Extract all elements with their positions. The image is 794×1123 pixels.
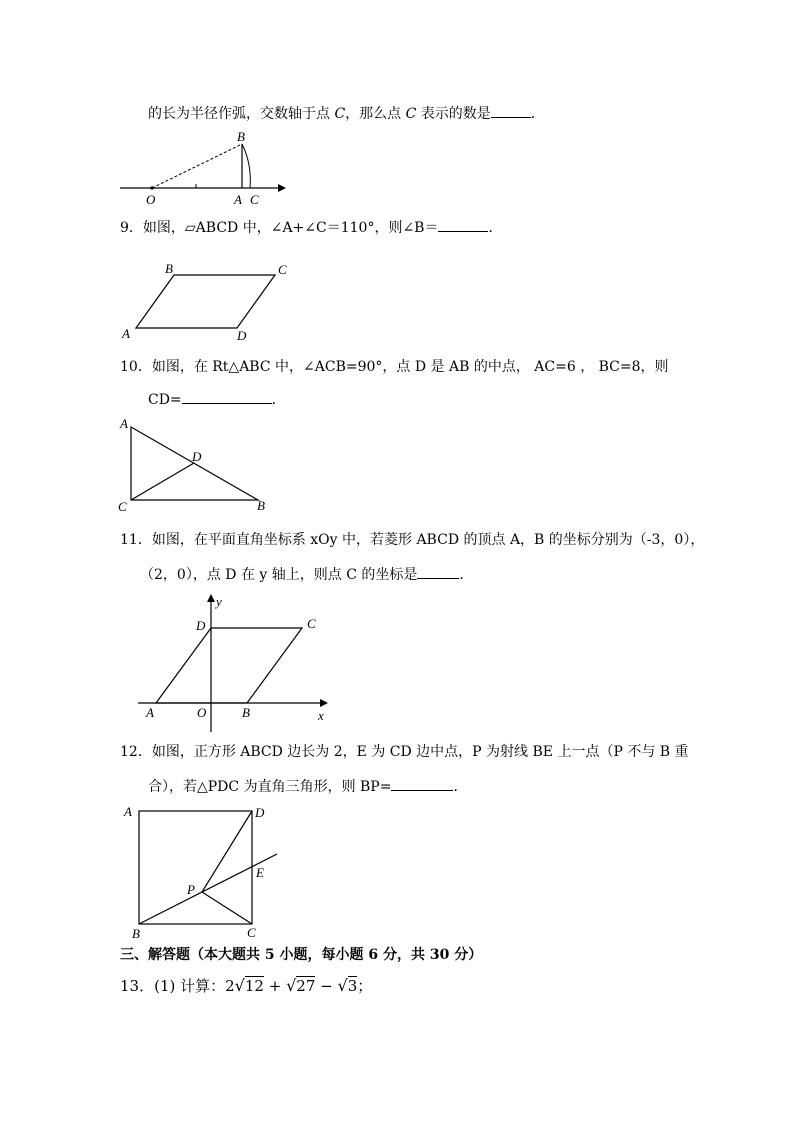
q13-radicand-2: 27 [296,977,316,995]
label-b: B [257,498,265,513]
arc [242,144,250,188]
q13-plus: + [268,977,282,995]
segment-cd [131,463,194,500]
q12-line1 [120,742,689,762]
q11-line2 [140,564,473,585]
q13-line [120,976,372,996]
q8-point-c-2: C [405,106,417,122]
label-p: P [187,882,195,897]
dashed-segment-ob [152,144,242,188]
label-d: D [237,328,247,343]
y-axis-arrow-icon [207,594,215,602]
q8-end: ． [530,106,545,122]
q9-answer-blank[interactable] [438,217,488,232]
section-title: 三、解答题（本大题共 5 小题，每小题 6 分，共 30 分） [120,947,483,963]
label-d: D [255,805,265,820]
q8-answer-blank[interactable] [491,103,531,118]
q8-figure [110,128,300,208]
label-d: D [196,618,206,633]
q12-question: 12．如图，正方形 ABCD 边长为 2，E 为 CD 边中点，P 为射线 BE 上一点（P 不与 B 重 [120,744,689,760]
q10-line2 [148,389,286,410]
label-c: C [250,192,259,207]
q10-question: 10．如图，在 Rt△ABC 中，∠ACB=90°，点 D 是 AB 的中点， AC=6 ， BC=8，则 [120,359,669,375]
q8-text [148,103,545,124]
q11-end: ． [459,567,474,583]
q8-text-pre: 的长为半径作弧，交数轴于点 [148,106,335,122]
q10-figure [110,412,275,517]
label-c: C [278,262,287,277]
q11-question-cont: （2，0），点 D 在 y 轴上，则点 C 的坐标是 [140,567,418,583]
square-abcd [139,811,252,924]
q9-end: ． [488,220,503,236]
label-b: B [132,926,140,941]
q10-line1 [120,357,669,377]
label-b: B [237,129,245,144]
q9-figure [115,258,305,343]
q8-point-c: C [334,106,346,122]
parallelogram-abcd [136,275,275,328]
label-o: O [146,192,156,207]
label-b: B [242,705,250,720]
q8-text-post: 表示的数是 [416,106,491,122]
sqrt-icon: √ [337,976,348,995]
sqrt-icon: √ [234,976,245,995]
q12-figure [115,800,285,945]
label-d: D [192,449,202,464]
q13-radicand-1: 12 [244,977,264,995]
label-a: A [146,705,154,720]
x-axis-arrow-icon [320,699,328,707]
label-a: A [124,804,132,819]
sqrt-icon: √ [286,976,297,995]
q13-coefficient: 2 [225,977,235,995]
q9-text [120,217,502,238]
q11-answer-blank[interactable] [417,564,459,579]
label-a: A [122,326,130,341]
q12-answer-blank[interactable] [391,776,453,791]
q10-end: ． [271,392,286,408]
q13-prefix: 13．(1) 计算： [120,977,226,995]
q11-question: 11．如图，在平面直角坐标系 xOy 中，若菱形 ABCD 的顶点 A，B 的坐标分别为（-3，0）， [120,532,705,548]
q11-figure [130,590,335,735]
q9-question: 9．如图，▱ABCD 中，∠A+∠C＝110°，则∠B＝ [120,220,439,236]
section-heading [120,945,482,965]
label-a: A [120,416,128,431]
q13-radicand-3: 3 [347,977,358,995]
q12-line2 [148,776,467,797]
label-c: C [247,925,256,940]
label-c: C [118,499,127,514]
label-b: B [165,261,173,276]
label-x: x [318,708,324,723]
label-y: y [216,594,222,609]
label-a: A [234,192,242,207]
q13-minus: − [320,977,333,995]
q11-line1 [120,530,704,550]
rhombus-abcd [156,628,302,703]
q8-text-mid: ，那么点 [345,106,406,122]
segment-pc [202,892,252,924]
q10-answer-blank[interactable] [182,389,272,404]
label-e: E [256,865,264,880]
q12-end: ． [453,779,468,795]
arrow-icon [278,184,286,192]
q13-end: ； [357,977,373,995]
label-o: O [197,705,207,720]
label-c: C [307,616,316,631]
q12-question-cont: 合），若△PDC 为直角三角形，则 BP= [148,779,392,795]
q10-cd-label: CD= [148,392,182,408]
